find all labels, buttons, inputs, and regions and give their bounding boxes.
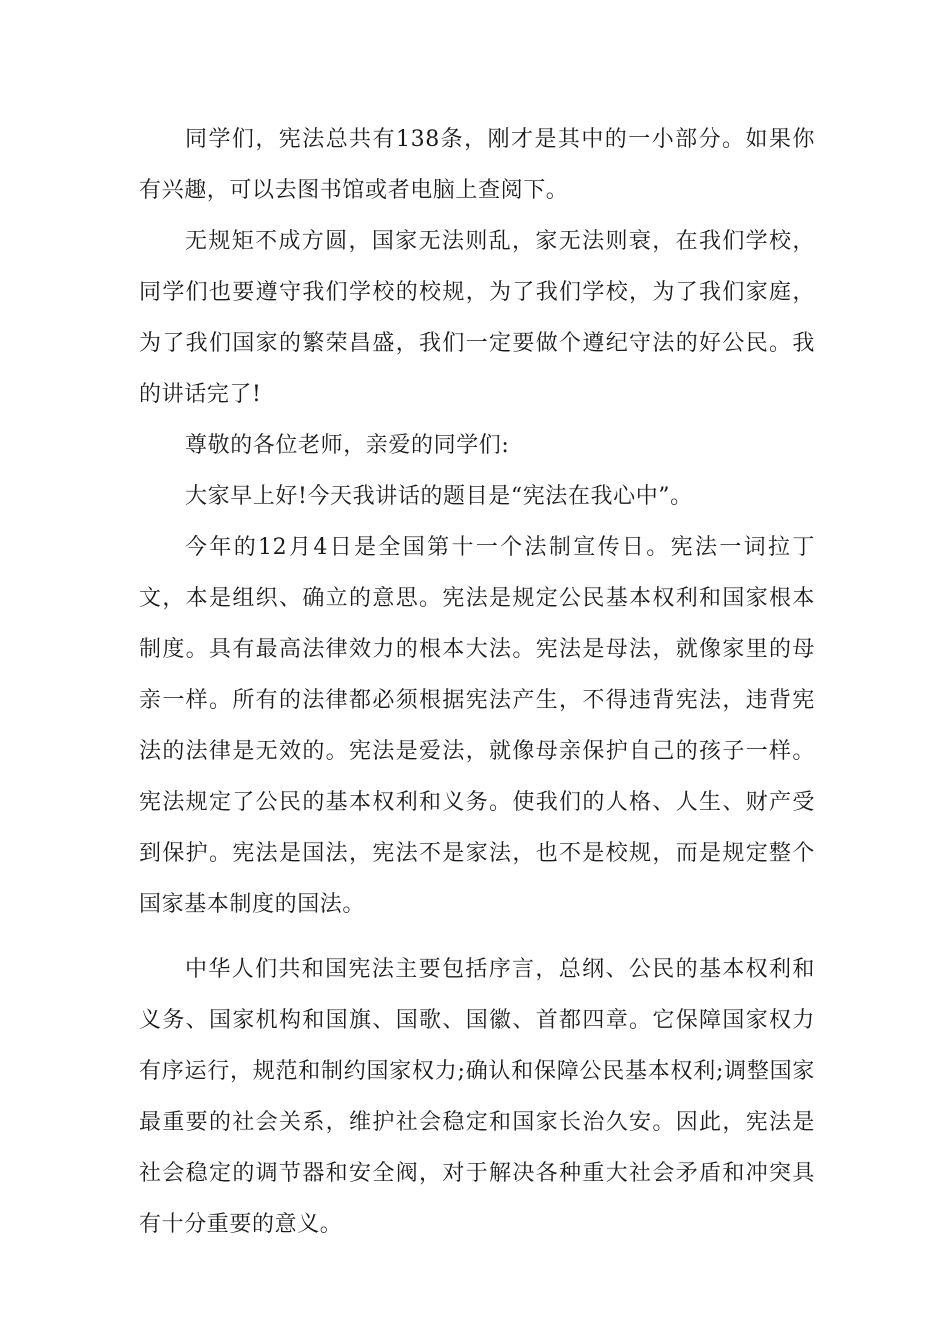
paragraph-5: 今年的12月4日是全国第十一个法制宣传日。宪法一词拉丁文，本是组织、确立的意思。宪法是规定公民基本权利和国家根本制度。具有最高法律效力的根本大法。宪法是母法，就像家里的母亲一样。所有的法律都必须根据宪法产生，不得违背宪法，违背宪法的法律是无效的。宪法是爱法，就像母亲保护自己的孩子一样。宪法规定了公民的基本权利和义务。使我们的人格、人生、财产受到保护。宪法是国法，宪法不是家法，也不是校规，而是规定整个国家基本制度的国法。 — [139, 535, 815, 917]
paragraph-1: 同学们，宪法总共有138条，刚才是其中的一小部分。如果你有兴趣，可以去图书馆或者电脑上查阅下。 — [139, 127, 815, 203]
paragraph-3: 尊敬的各位老师，亲爱的同学们: — [185, 433, 510, 458]
paragraph-2: 无规矩不成方圆，国家无法则乱，家无法则衰，在我们学校，同学们也要遵守我们学校的校规，为了我们学校，为了我们家庭，为了我们国家的繁荣昌盛，我们一定要做个遵纪守法的好公民。我的讲话完了! — [139, 229, 815, 407]
paragraph-6: 中华人们共和国宪法主要包括序言，总纲、公民的基本权利和义务、国家机构和国旗、国歌、国徽、首都四章。它保障国家权力有序运行，规范和制约国家权力;确认和保障公民基本权利;调整国家最重要的社会关系，维护社会稳定和国家长治久安。因此，宪法是社会稳定的调节器和安全阀，对于解决各种重大社会矛盾和冲突具有十分重要的意义。 — [139, 957, 815, 1237]
paragraph-4: 大家早上好!今天我讲话的题目是“宪法在我心中”。 — [185, 484, 693, 509]
document-body — [139, 114, 815, 1250]
